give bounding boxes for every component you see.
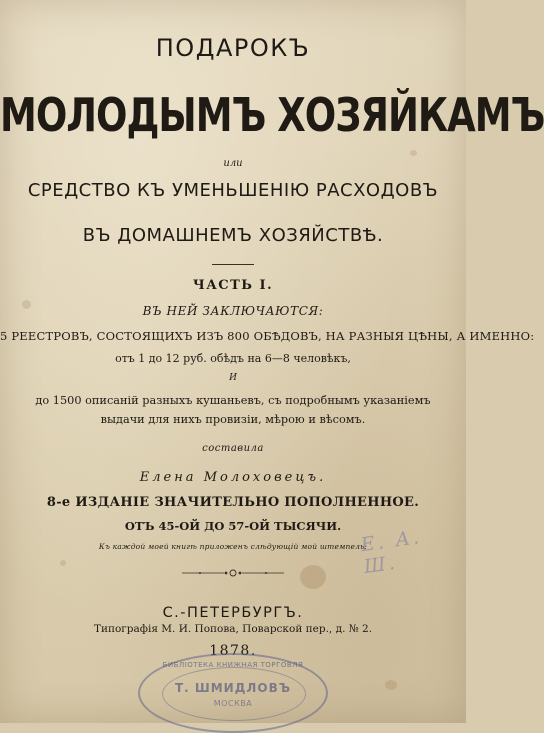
print-run-line: ОТЪ 45-ОЙ ДО 57-ОЙ ТЫСЯЧИ. (124, 519, 342, 533)
imprint-year: 1878. (209, 643, 257, 659)
title-line-1: ПОДАРОКЪ (155, 34, 311, 62)
conjunction-and: И (229, 373, 237, 383)
stamp-note: Къ каждой моей книгѣ приложенъ слѣдующій мой штемпель: (98, 542, 368, 551)
ornament-divider-icon (180, 568, 286, 578)
author-name: Елена Молоховецъ. (139, 470, 327, 485)
handwritten-mark: Е. А. Ш. (359, 525, 424, 579)
foxing-stain (60, 560, 66, 566)
imprint-city: С.-ПЕТЕРБУРГЪ. (162, 605, 304, 621)
library-stamp-bottom-text: МОСКВА (213, 699, 253, 708)
foxing-stain (300, 565, 326, 589)
library-stamp-middle-text: Т. ШМИДЛОВЪ (174, 681, 291, 695)
descriptions-line-1: до 1500 описаній разныхъ кушаньевъ, съ подробнымъ указаніемъ (35, 394, 431, 407)
title-connector-or: или (223, 158, 243, 169)
foxing-stain (385, 680, 397, 690)
subtitle-line-1: СРЕДСТВО КЪ УМЕНЬШЕНІЮ РАСХОДОВЪ (27, 180, 439, 201)
descriptions-line-2: выдачи для нихъ провизіи, мѣрою и вѣсомъ. (100, 413, 366, 426)
compiled-by-label: составила (202, 443, 264, 454)
library-stamp (138, 653, 328, 733)
contents-intro: ВЪ НЕЙ ЗАКЛЮЧАЮТСЯ: (142, 304, 324, 318)
registers-line: 5 РЕЕСТРОВЪ, СОСТОЯЩИХЪ ИЗЪ 800 ОБѢДОВЪ, НА РАЗНЫЯ ЦѢНЫ, А ИМЕННО: (0, 329, 535, 343)
library-stamp-top-text: БИБЛІОТЕКА КНИЖНАЯ ТОРГОВЛЯ (162, 661, 304, 669)
subtitle-line-2: ВЪ ДОМАШНЕМЪ ХОЗЯЙСТВѢ. (82, 225, 384, 246)
part-heading: ЧАСТЬ I. (192, 278, 274, 293)
section-divider (212, 264, 254, 265)
foxing-stain (410, 150, 417, 156)
edition-line: 8-е ИЗДАНІЕ ЗНАЧИТЕЛЬНО ПОПОЛНЕННОЕ. (46, 495, 420, 510)
title-line-2: МОЛОДЫМЪ ХОЗЯЙКАМЪ (0, 88, 544, 143)
imprint-printer: Типографія М. И. Попова, Поварской пер., д. № 2. (93, 623, 373, 635)
prices-line: отъ 1 до 12 руб. обѣдъ на 6—8 человѣкъ, (115, 352, 351, 365)
